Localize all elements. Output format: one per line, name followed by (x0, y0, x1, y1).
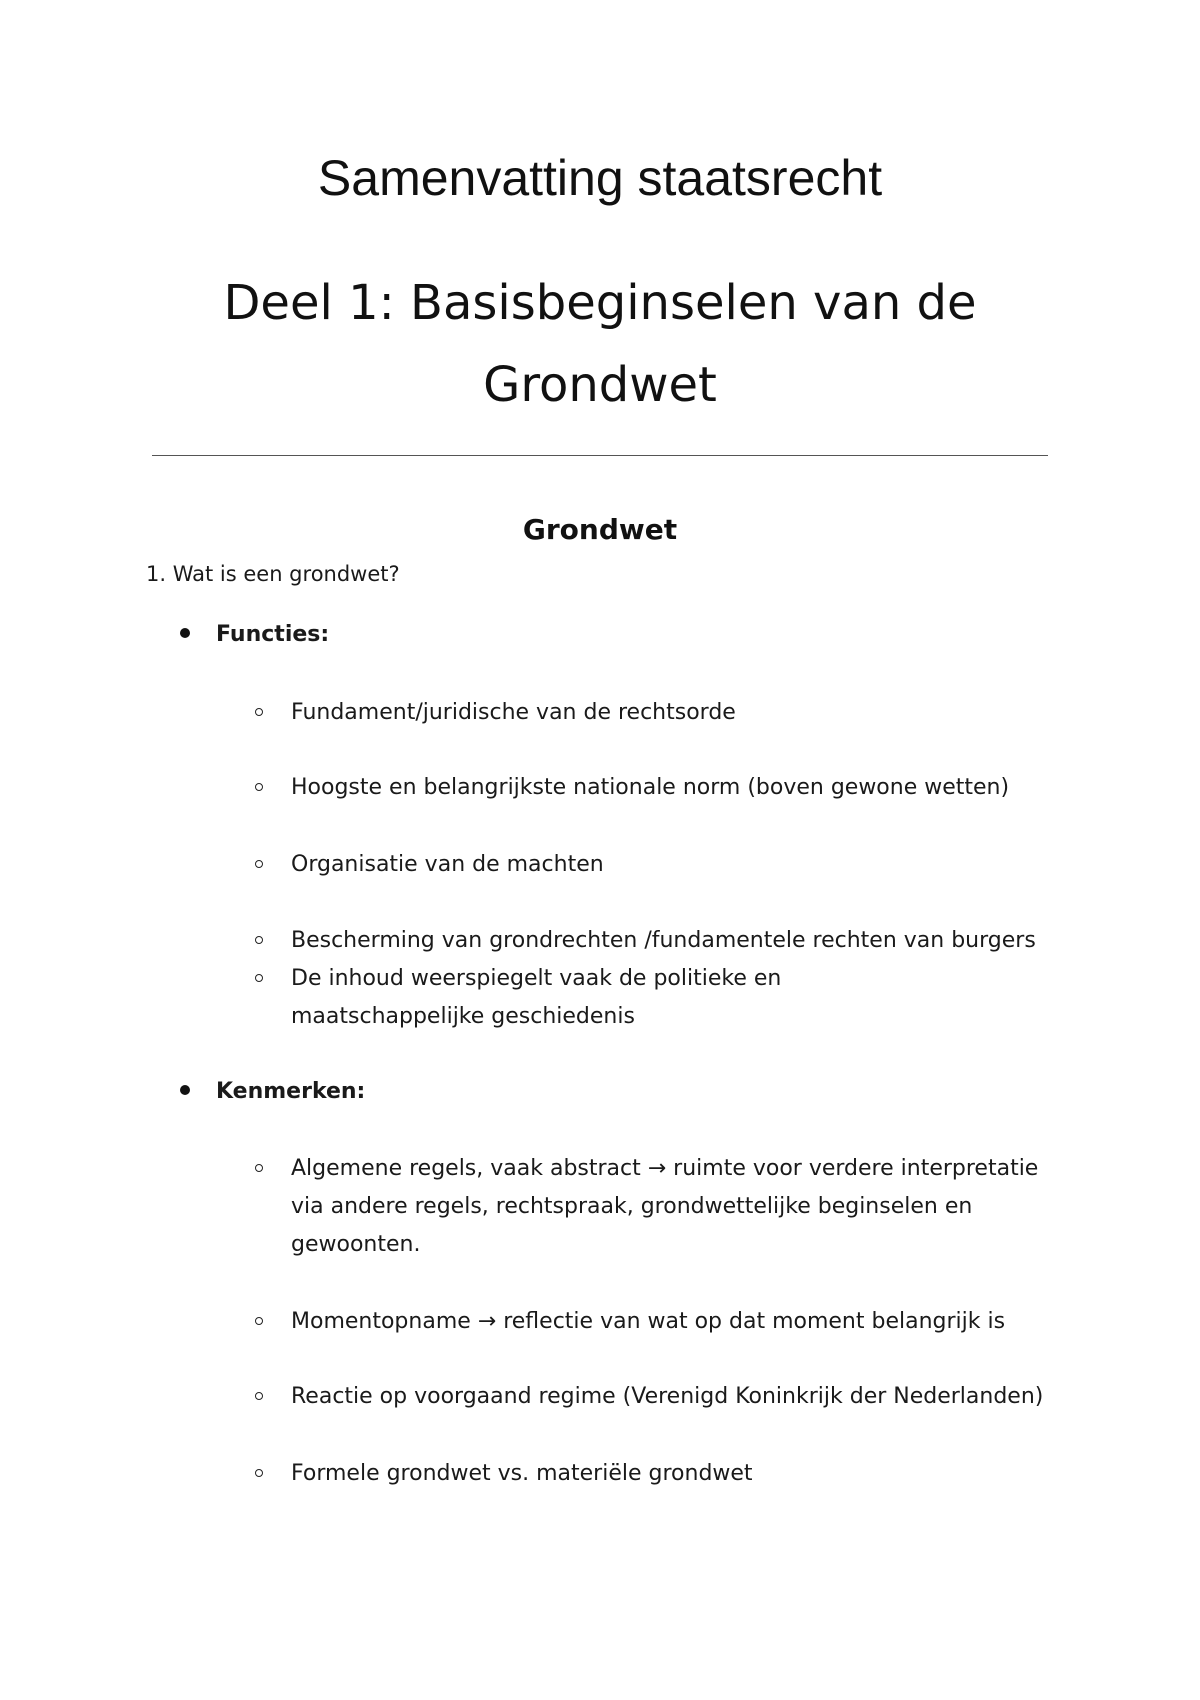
list-item (255, 960, 975, 1036)
list-item-text: Hoogste en belangrijkste nationale norm (boven gewone wetten) (291, 775, 1010, 800)
circle-bullet-icon (255, 1164, 263, 1172)
list-item (255, 922, 1055, 960)
list-item (255, 1150, 1045, 1264)
list-item-text: Bescherming van grondrechten /fundamentele rechten van burgers (291, 928, 1036, 953)
bullet-dot-icon (180, 1085, 190, 1095)
list-item (255, 846, 1055, 884)
list-item-text: Fundament/juridische van de rechtsorde (291, 700, 736, 725)
list-item-text: Formele grondwet vs. materiële grondwet (291, 1461, 753, 1486)
list-item-text: Algemene regels, vaak abstract → ruimte voor verdere interpretatie via andere regels, rechtspraak, grondwettelijke beginselen en gewoonten. (291, 1156, 1039, 1257)
list-item (255, 769, 1055, 807)
circle-bullet-icon (255, 1469, 263, 1477)
circle-bullet-icon (255, 783, 263, 791)
list-item-text: De inhoud weerspiegelt vaak de politieke en maatschappelijke geschiedenis (291, 966, 782, 1029)
list-item (255, 1378, 1055, 1416)
list-item-text: Momentopname → reflectie van wat op dat moment belangrijk is (291, 1309, 1006, 1334)
functies-label: Functies: (216, 622, 330, 647)
list-item-text: Reactie op voorgaand regime (Verenigd Koninkrijk der Nederlanden) (291, 1384, 1044, 1409)
bullet-dot-icon (180, 628, 190, 638)
question-text: 1. Wat is een grondwet? (146, 562, 400, 586)
list-item (255, 694, 1055, 732)
circle-bullet-icon (255, 708, 263, 716)
section-heading: Grondwet (522, 513, 678, 546)
subtitle-line-1: Deel 1: Basisbeginselen van de (223, 275, 977, 331)
list-item-text: Organisatie van de machten (291, 852, 604, 877)
kenmerken-label: Kenmerken: (216, 1079, 366, 1104)
circle-bullet-icon (255, 1317, 263, 1325)
circle-bullet-icon (255, 936, 263, 944)
list-item (255, 1455, 1055, 1493)
subtitle-line-2: Grondwet (483, 357, 717, 413)
circle-bullet-icon (255, 1392, 263, 1400)
horizontal-divider (152, 455, 1048, 456)
document-subtitle (0, 262, 1200, 426)
circle-bullet-icon (255, 860, 263, 868)
bullet-kenmerken (180, 1077, 365, 1107)
bullet-functies (180, 620, 329, 650)
document-title: Samenvatting staatsrecht (317, 150, 883, 206)
list-item (255, 1303, 1055, 1341)
circle-bullet-icon (255, 974, 263, 982)
